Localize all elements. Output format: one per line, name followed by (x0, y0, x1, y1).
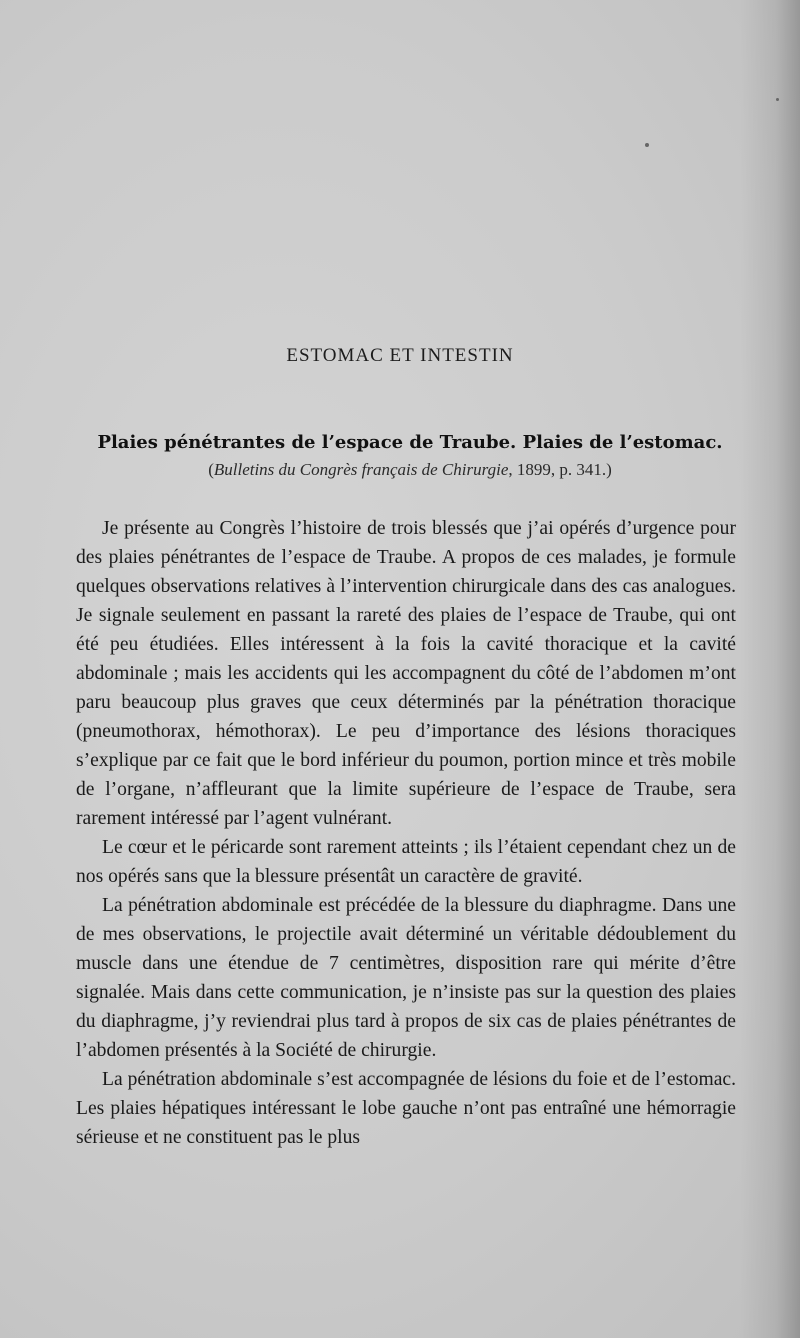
paragraph: Je présente au Congrès l’histoire de trois blessés que j’ai opérés d’urgence pour des plaies pénétrantes de l’espace de Traube. A propos de ces malades, je formule quelques observations relatives à l’intervention chirurgicale dans des cas analogues. Je signale seulement en passant la rareté des plaies de l’espace de Traube, qui ont été peu étudiées. Elles intéressent à la fois la cavité thoracique et la cavité abdominale ; mais les accidents qui les accompagnent du côté de l’abdomen m’ont paru beaucoup plus graves que ceux déterminés par la pénétration thoracique (pneumothorax, hémothorax). Le peu d’importance des lésions thoraciques s’explique par ce fait que le bord inférieur du poumon, portion mince et très mobile de l’organe, n’affleurant que la limite supérieure de l’espace de Traube, sera rarement intéressé par l’agent vulnérant. (76, 518, 736, 829)
paragraph: Le cœur et le péricarde sont rarement atteints ; ils l’étaient cependant chez un de nos opérés sans que la blessure présentât un caractère de gravité. (76, 837, 736, 887)
dust-speck (645, 143, 649, 147)
citation-details: , 1899, p. 341.) (508, 460, 612, 479)
page-shadow-edge (740, 0, 800, 1338)
paragraph: La pénétration abdominale est précédée de la blessure du diaphragme. Dans une de mes observations, le projectile avait déterminé un véritable dédoublement du muscle dans une étendue de 7 centimètres, disposition rare qui mérite d’être signalée. Mais dans cette communication, je n’insiste pas sur la question des plaies du diaphragme, j’y reviendrai plus tard à propos de six cas de plaies pénétrantes de l’abdomen présentés à la Société de chirurgie. (76, 895, 736, 1061)
paragraph: La pénétration abdominale s’est accompagnée de lésions du foie et de l’estomac. Les plaies hépatiques intéressant le lobe gauche n’ont pas entraîné une hémorragie sérieuse et ne constituent pas le plus (76, 1069, 736, 1148)
article-title: Plaies pénétrantes de l’espace de Traube. Plaies de l’estomac. (97, 432, 723, 453)
article-body (76, 514, 736, 1152)
article-citation (80, 460, 740, 480)
citation-open: ( (208, 460, 214, 479)
section-heading: ESTOMAC ET INTESTIN (286, 345, 514, 366)
dust-speck (776, 98, 779, 101)
citation-source: Bulletins du Congrès français de Chirurgie (213, 460, 509, 479)
